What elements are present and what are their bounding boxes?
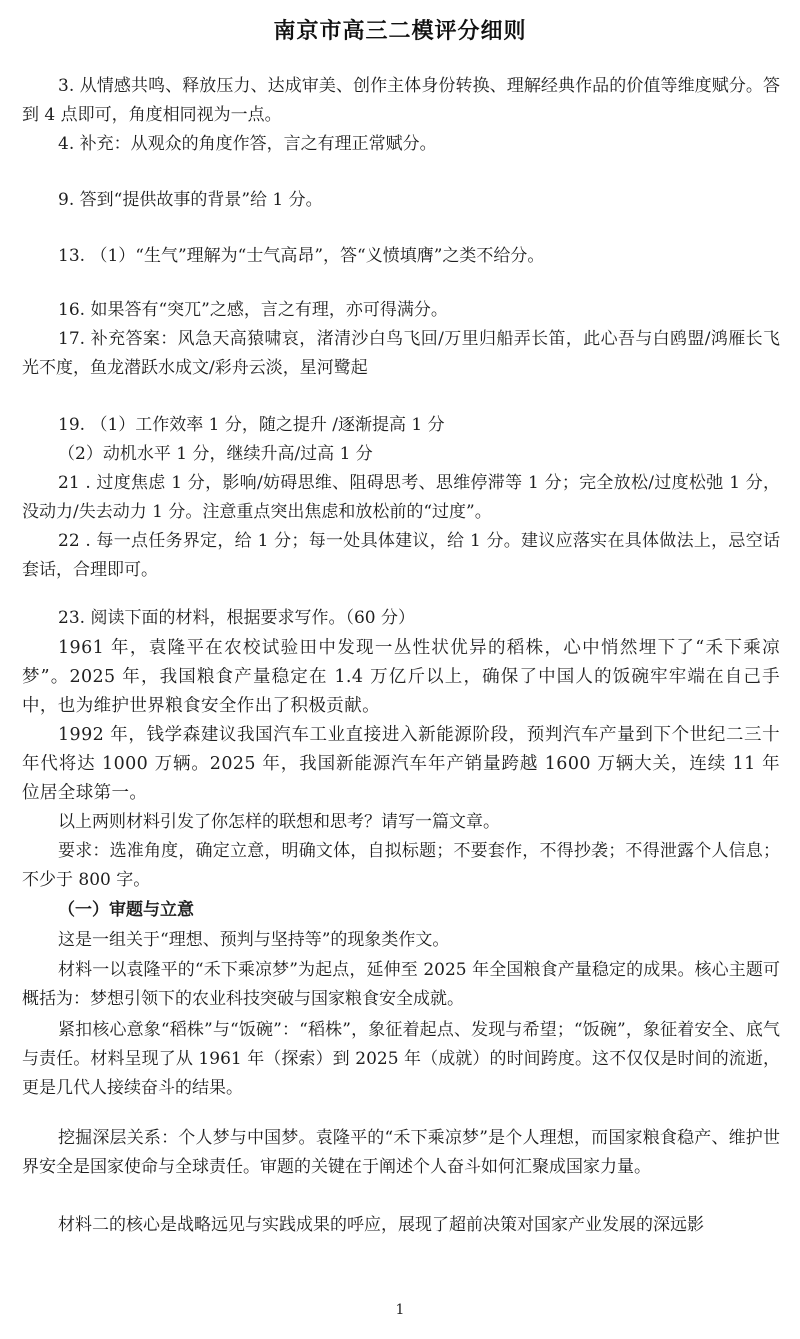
section-heading: （一）审题与立意 — [58, 900, 194, 920]
analysis-paragraph-4: 挖掘深层关系：个人梦与中国梦。袁隆平的“禾下乘凉梦”是个人理想，而国家粮食稳产、维护世界安全是国家使命与全球责任。审题的关键在于阐述个人奋斗如何汇聚成国家力量。 — [22, 1128, 780, 1177]
analysis-paragraph-3: 紧扣核心意象“稻株”与“饭碗”：“稻株”，象征着起点、发现与希望；“饭碗”，象征着安全、底气与责任。材料呈现了从 1961 年（探索）到 2025 年（成就）的时间跨度。这不仅仅是时间的流逝，更是几代人接续奋斗的结果。 — [22, 1020, 780, 1098]
analysis-paragraph-2: 材料一以袁隆平的“禾下乘凉梦”为起点，延伸至 2025 年全国粮食产量稳定的成果。核心主题可概括为：梦想引领下的农业科技突破与国家粮食安全成就。 — [22, 960, 780, 1009]
writing-prompt: 23. 阅读下面的材料，根据要求写作。（60 分） — [58, 608, 415, 628]
note-item-4: 4. 补充：从观众的角度作答，言之有理正常赋分。 — [58, 134, 437, 154]
writing-material-1: 1961 年，袁隆平在农校试验田中发现一丛性状优异的稻株，心中悄然埋下了“禾下乘凉梦”。2025 年，我国粮食产量稳定在 1.4 万亿斤以上，确保了中国人的饭碗牢牢端在自己手中，也为维护世界粮食安全作出了积极贡献。 — [22, 638, 780, 716]
note-item-22: 22 . 每一点任务界定，给 1 分；每一处具体建议，给 1 分。建议应落实在具体做法上，忌空话套话，合理即可。 — [22, 531, 780, 580]
note-item-21: 21 . 过度焦虑 1 分，影响/妨碍思维、阻碍思考、思维停滞等 1 分；完全放松/过度松弛 1 分，没动力/失去动力 1 分。注意重点突出焦虑和放松前的“过度”。 — [22, 473, 780, 522]
writing-requirement: 要求：选准角度，确定立意，明确文体，自拟标题；不要套作，不得抄袭；不得泄露个人信息；不少于 800 字。 — [22, 841, 780, 890]
note-item-16: 16. 如果答有“突兀”之感，言之有理，亦可得满分。 — [58, 300, 448, 320]
note-item-13: 13. （1）“生气”理解为“士气高昂”，答“义愤填膺”之类不给分。 — [58, 246, 545, 266]
page-title: 南京市高三二模评分细则 — [273, 19, 527, 44]
analysis-paragraph-1: 这是一组关于“理想、预判与坚持等”的现象类作文。 — [58, 930, 450, 950]
writing-material-2: 1992 年，钱学森建议我国汽车工业直接进入新能源阶段，预判汽车产量到下个世纪二三十年代将达 1000 万辆。2025 年，我国新能源汽车年产销量跨越 1600 万辆大关，连续 11 年位居全球第一。 — [22, 725, 780, 803]
note-item-19-part2: （2）动机水平 1 分，继续升高/过高 1 分 — [58, 444, 373, 464]
note-item-19-part1: 19. （1）工作效率 1 分，随之提升 /逐渐提高 1 分 — [58, 415, 445, 435]
analysis-paragraph-5: 材料二的核心是战略远见与实践成果的呼应，展现了超前决策对国家产业发展的深远影 — [58, 1215, 704, 1235]
note-item-3: 3. 从情感共鸣、释放压力、达成审美、创作主体身份转换、理解经典作品的价值等维度赋分。答到 4 点即可，角度相同视为一点。 — [22, 76, 780, 125]
note-item-17: 17. 补充答案：风急天高猿啸哀，渚清沙白鸟飞回/万里归船弄长笛，此心吾与白鸥盟/鸿雁长飞光不度，鱼龙潜跃水成文/彩舟云淡，星河鹭起 — [22, 329, 780, 378]
note-item-9: 9. 答到“提供故事的背景”给 1 分。 — [58, 190, 323, 210]
writing-question: 以上两则材料引发了你怎样的联想和思考？请写一篇文章。 — [58, 812, 500, 832]
page-number: 1 — [395, 1302, 405, 1318]
